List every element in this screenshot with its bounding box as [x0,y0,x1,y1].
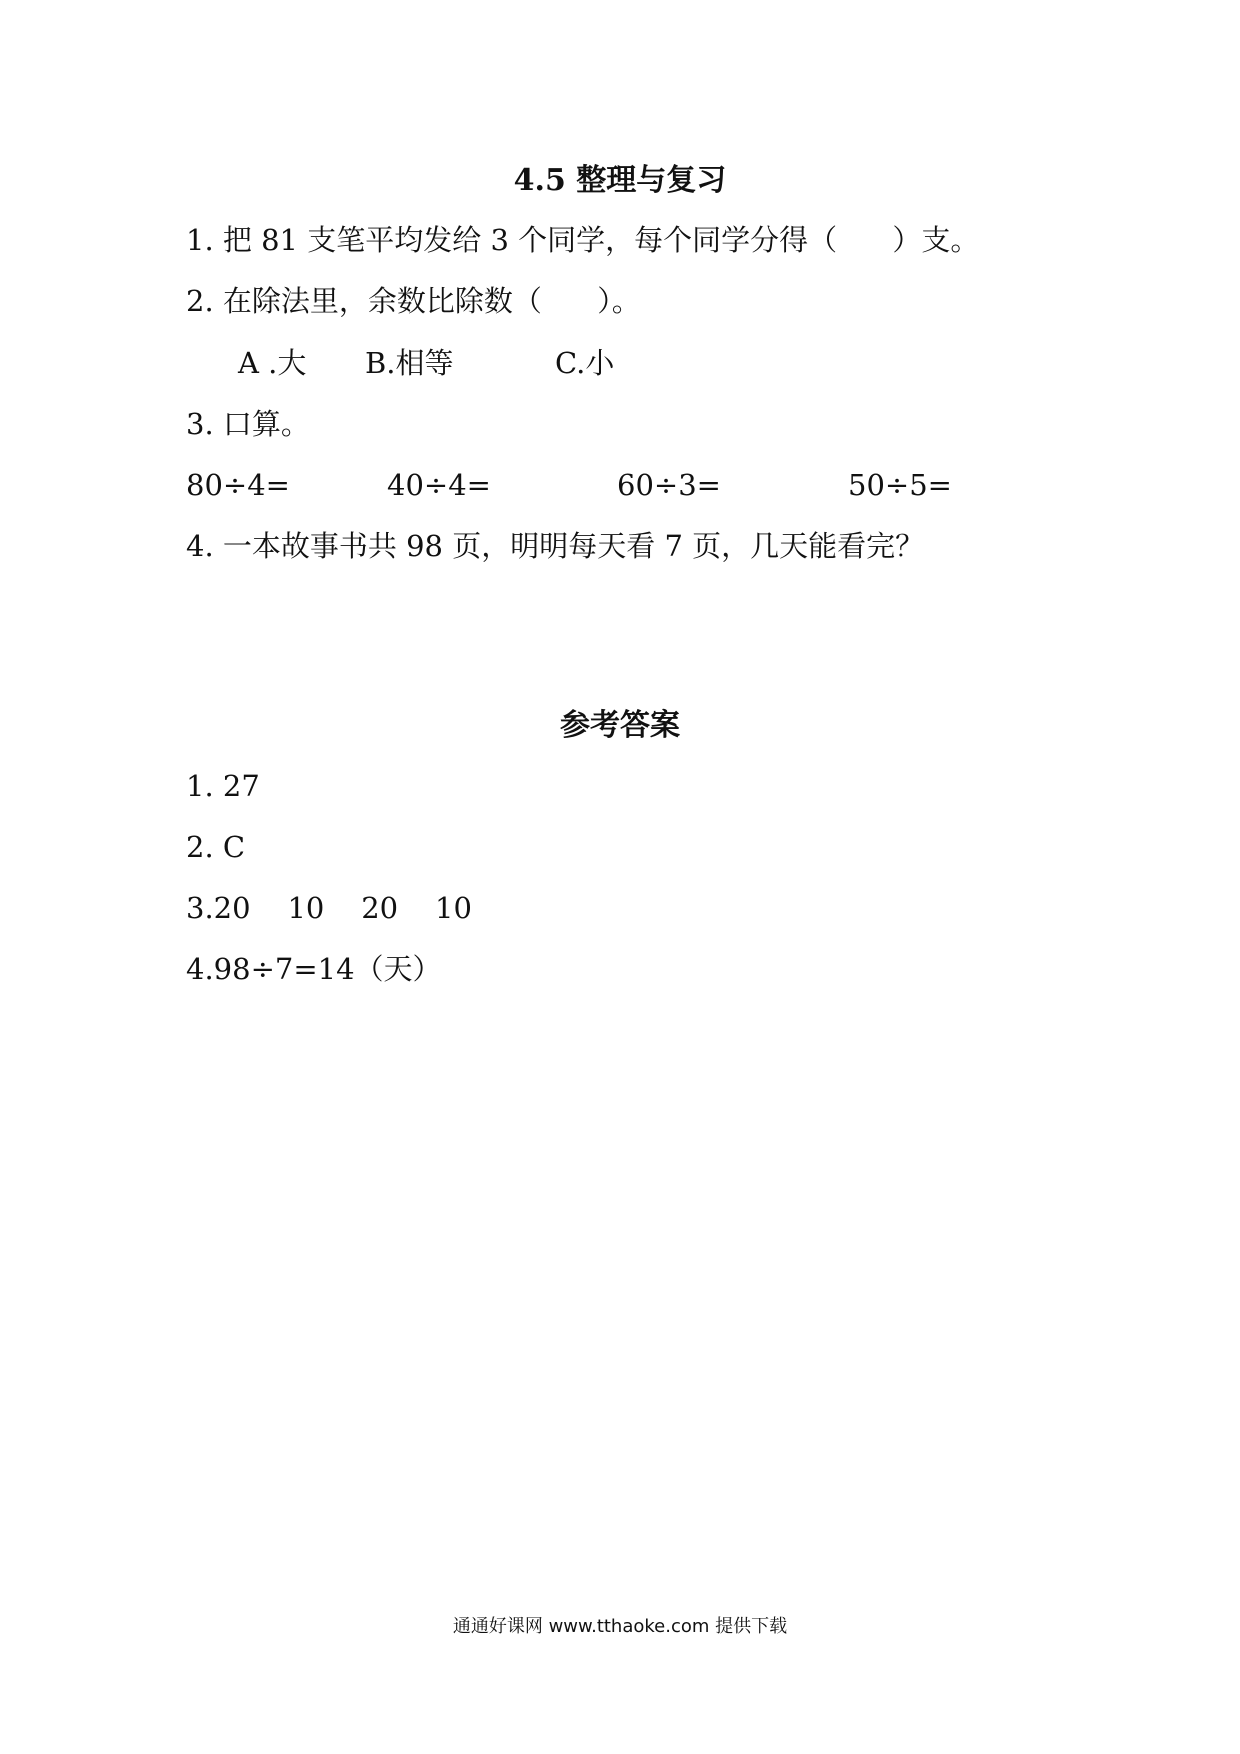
question-2: 2. 在除法里，余数比除数（ ）。 [186,284,641,318]
question-3: 3. 口算。 [186,407,310,441]
calc-1: 80÷4= [186,468,290,502]
answer-3: 3.20 10 20 10 [186,891,472,925]
footer-text: 通通好课网 www.tthaoke.com 提供下载 [452,1616,788,1637]
calc-2: 40÷4= [387,468,491,502]
answer-1: 1. 27 [186,769,260,803]
calc-4: 50÷5= [848,468,952,502]
question-4: 4. 一本故事书共 98 页，明明每天看 7 页，几天能看完？ [186,529,925,563]
answer-4: 4.98÷7=14（天） [186,952,442,986]
page-title: 4.5 整理与复习 [513,163,727,198]
answers-heading: 参考答案 [560,708,680,743]
calc-3: 60÷3= [617,468,721,502]
answer-2: 2. C [186,830,246,864]
option-b: B.相等 [365,346,454,380]
question-1: 1. 把 81 支笔平均发给 3 个同学，每个同学分得（ ）支。 [186,223,980,257]
option-a: A .大 [238,346,307,380]
option-c: C.小 [555,346,615,380]
